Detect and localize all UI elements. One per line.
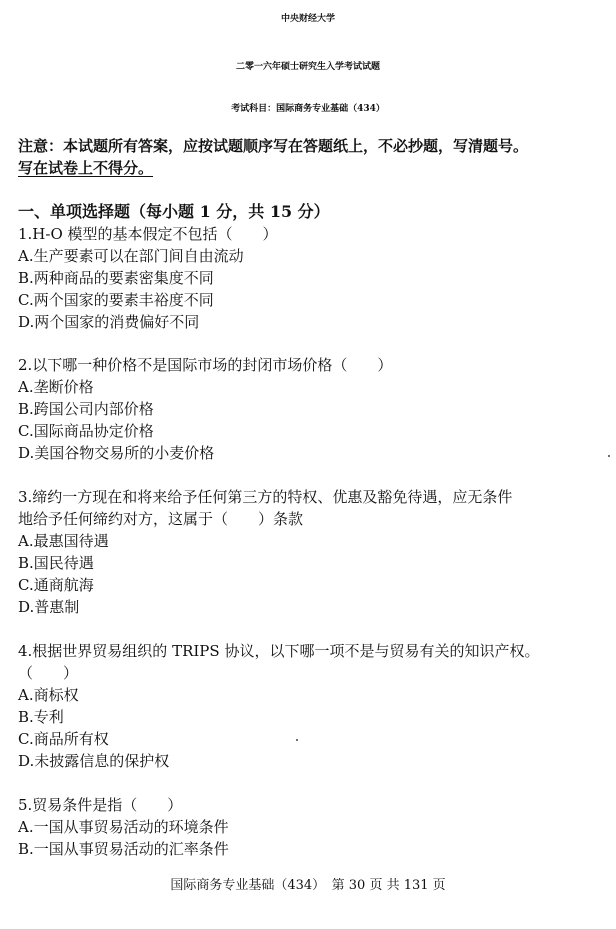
notice-line-1: 注意：本试题所有答案，应按试题顺序写在答题纸上，不必抄题，写清题号。	[18, 137, 529, 155]
section-title: 一、单项选择题（每小题 1 分，共 15 分）	[18, 202, 330, 221]
question-4-option-d: D.未披露信息的保护权	[18, 752, 170, 770]
question-4-stem-line-2: （ ）	[18, 664, 79, 682]
question-3-stem-line-1: 3.缔约一方现在和将来给予任何第三方的特权、优惠及豁免待遇，应无条件	[18, 488, 513, 506]
notice-line-2: 写在试卷上不得分。	[18, 159, 154, 177]
question-5-option-b: B.一国从事贸易活动的汇率条件	[18, 840, 229, 858]
question-1-option-c: C.两个国家的要素丰裕度不同	[18, 291, 214, 309]
scan-speck	[296, 739, 298, 741]
question-1-stem: 1.H-O 模型的基本假定不包括（ ）	[18, 225, 278, 243]
question-2-stem: 2.以下哪一种价格不是国际市场的封闭市场价格（ ）	[18, 356, 393, 374]
question-4-option-c: C.商品所有权	[18, 730, 109, 748]
question-5-stem: 5.贸易条件是指（ ）	[18, 796, 183, 814]
scan-speck	[608, 455, 610, 457]
question-2-option-a: A.垄断价格	[18, 378, 94, 396]
page-footer: 国际商务专业基础（434） 第 30 页 共 131 页	[170, 878, 446, 893]
question-1-option-b: B.两种商品的要素密集度不同	[18, 269, 214, 287]
question-3-option-b: B.国民待遇	[18, 554, 94, 572]
exam-subject: 考试科目：国际商务专业基础（434）	[231, 104, 385, 114]
question-3-stem-line-2: 地给予任何缔约对方，这属于（ ）条款	[18, 510, 304, 528]
question-2-option-d: D.美国谷物交易所的小麦价格	[18, 444, 215, 462]
university-name: 中央财经大学	[280, 14, 335, 24]
question-1-option-d: D.两个国家的消费偏好不同	[18, 313, 200, 331]
question-5-option-a: A.一国从事贸易活动的环境条件	[18, 818, 229, 836]
question-1-option-a: A.生产要素可以在部门间自由流动	[18, 247, 244, 265]
exam-title: 二零一六年硕士研究生入学考试试题	[235, 62, 380, 72]
question-2-option-b: B.跨国公司内部价格	[18, 400, 154, 418]
question-4-stem-line-1: 4.根据世界贸易组织的 TRIPS 协议，以下哪一项不是与贸易有关的知识产权。	[18, 642, 540, 660]
question-3-option-a: A.最惠国待遇	[18, 532, 109, 550]
question-2-option-c: C.国际商品协定价格	[18, 422, 154, 440]
question-4-option-a: A.商标权	[18, 686, 79, 704]
question-3-option-c: C.通商航海	[18, 576, 94, 594]
question-3-option-d: D.普惠制	[18, 598, 80, 616]
question-4-option-b: B.专利	[18, 708, 64, 726]
